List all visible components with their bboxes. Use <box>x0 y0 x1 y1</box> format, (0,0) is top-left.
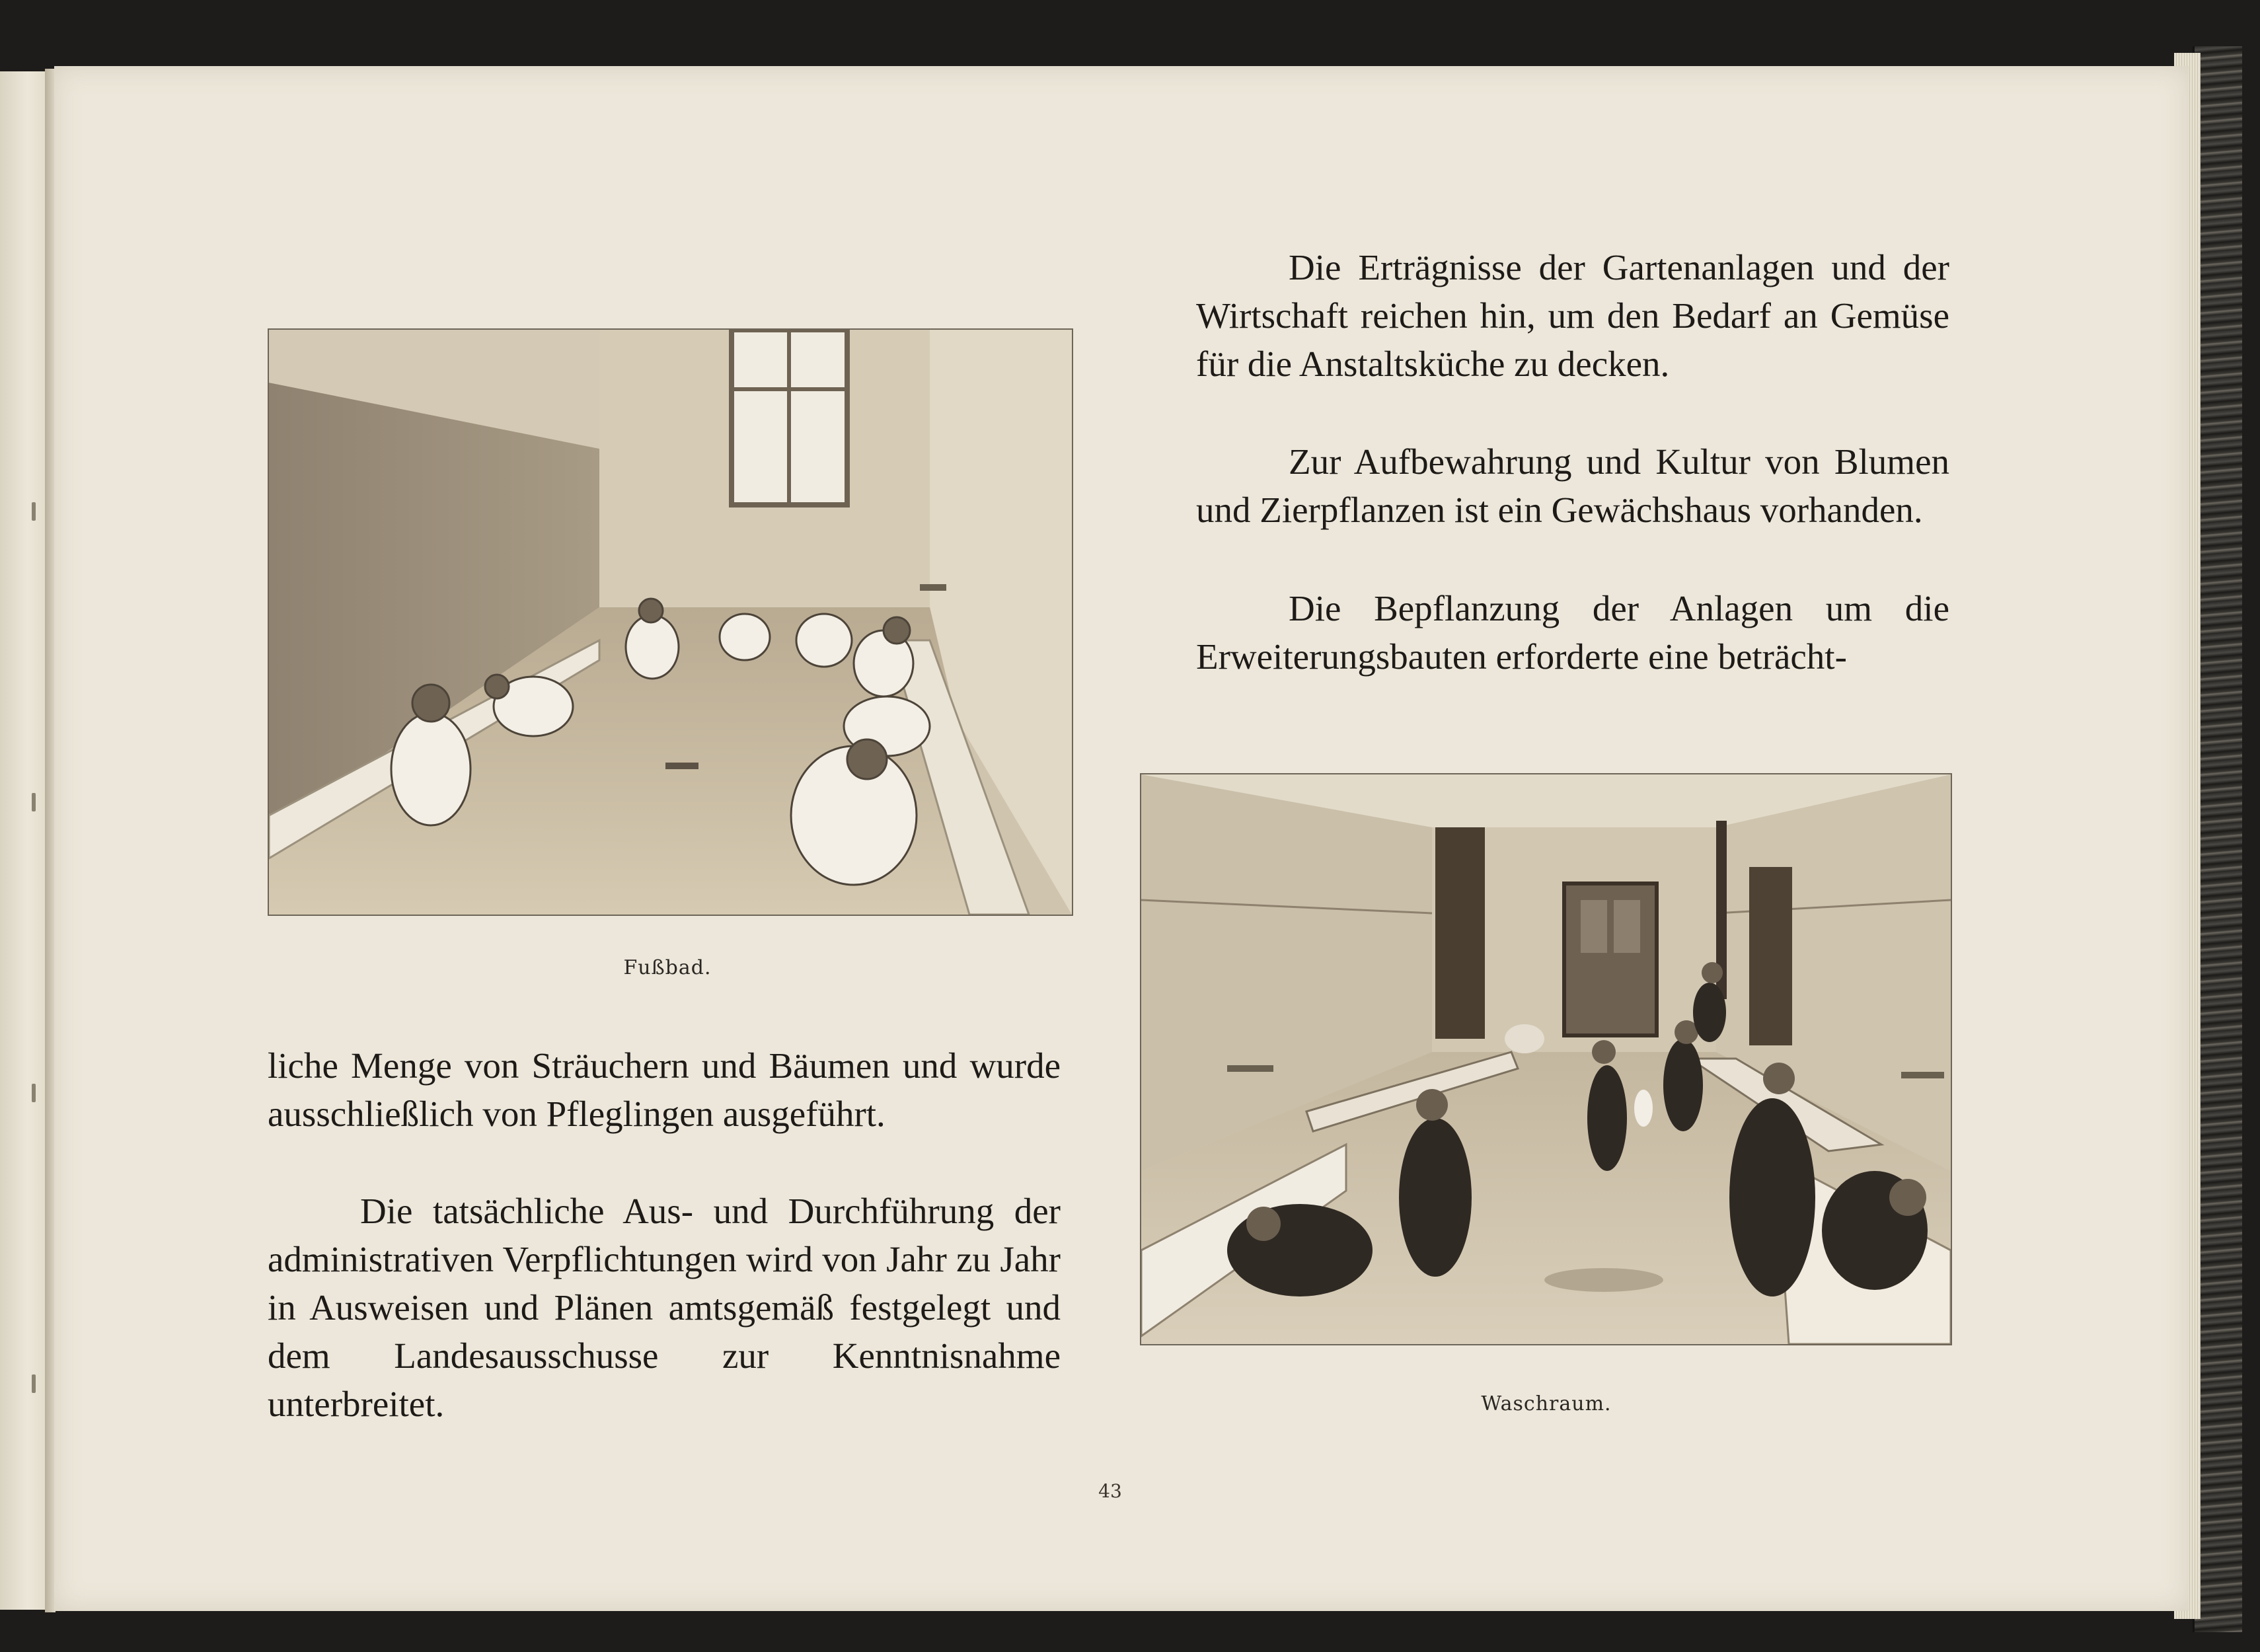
paragraph-greenhouse: Zur Aufbewahrung und Kultur von Blumen und Zierpflanzen ist ein Gewächshaus vorhanden. <box>1196 441 1949 530</box>
binding-stitch <box>32 1084 36 1102</box>
page-number: 43 <box>1098 1480 1122 1502</box>
photo-waschraum-image <box>1141 774 1951 1344</box>
photo-fussbad <box>268 328 1073 916</box>
paragraph-gardens: Die Erträgnisse der Gartenanlagen und der Wirtschaft reichen hin, um den Bedarf an Gemüse für die Anstaltsküche zu decken. <box>1196 247 1949 384</box>
photo-waschraum <box>1140 773 1952 1345</box>
binding-stitch <box>32 1374 36 1393</box>
binding-stitch <box>32 793 36 811</box>
left-page-edge <box>0 71 48 1610</box>
paragraph-administration: Die tatsächliche Aus- und Durchführung der administrativen Verpflichtungen wird von Jahr zu Jahr in Ausweisen und Plänen amtsgemäß festgelegt und dem Landesausschusse zur Kenntnisnahme unterbreitet. <box>268 1191 1061 1424</box>
paragraph-planting: Die Bepflanzung der Anlagen um die Erweiterungsbauten erforderte eine beträcht- <box>1196 588 1949 677</box>
binding-stitch <box>32 502 36 521</box>
photo-fussbad-image <box>269 330 1072 915</box>
caption-fussbad: Fußbad. <box>623 956 712 979</box>
paragraph-planting-continued: liche Menge von Sträuchern und Bäumen und wurde ausschließlich von Pfleglingen ausgeführt. <box>268 1045 1061 1134</box>
caption-waschraum: Waschraum. <box>1481 1392 1612 1415</box>
